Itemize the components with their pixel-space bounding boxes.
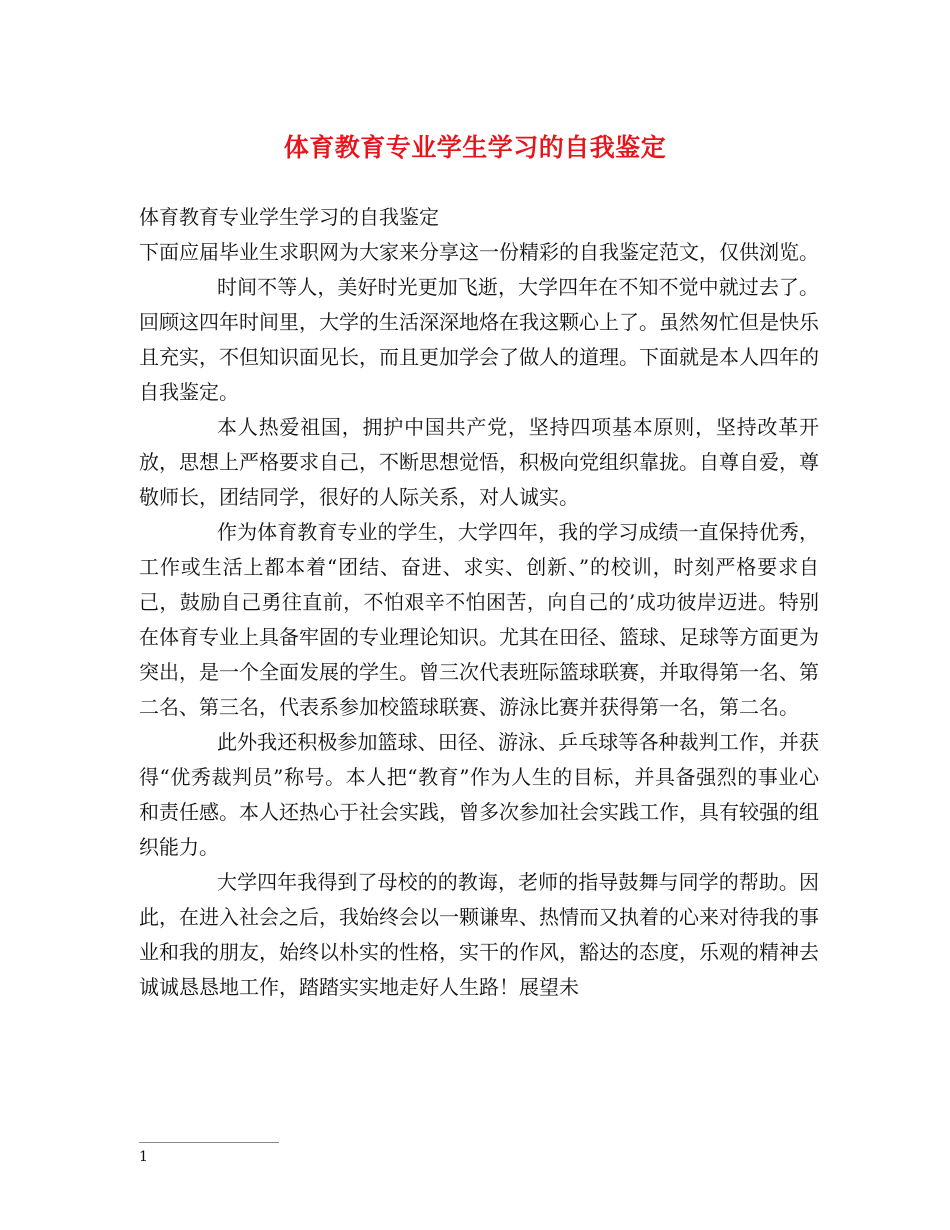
footer-divider [139, 1142, 279, 1143]
paragraph-2: 本人热爱祖国，拥护中国共产党，坚持四项基本原则，坚持改革开放，思想上严格要求自己，不断思想觉悟，积极向党组织靠拢。自尊自爱，尊敬师长，团结同学，很好的人际关系，对人诚实。 [139, 415, 819, 509]
paragraph-5: 大学四年我得到了母校的的教诲，老师的指导鼓舞与同学的帮助。因此，在进入社会之后，我始终会以一颗谦卑、热情而又执着的心来对待我的事业和我的朋友，始终以朴实的性格，实干的作风，豁达的态度，乐观的精神去诚诚恳恳地工作，踏踏实实地走好人生路！展望未 [139, 870, 819, 999]
document-subtitle: 体育教育专业学生学习的自我鉴定 [139, 205, 439, 229]
paragraph-3: 作为体育教育专业的学生，大学四年，我的学习成绩一直保持优秀，工作或生活上都本着“团结、奋进、求实、创新、”的校训，时刻严格要求自己，鼓励自己勇往直前，不怕艰辛不怕困苦，向自己的’成功彼岸迈进。特别在体育专业上具备牢固的专业理论知识。尤其在田径、篮球、足球等方面更为突出，是一个全面发展的学生。曾三次代表班际篮球联赛，并取得第一名、第二名、第三名，代表系参加校篮球联赛、游泳比赛并获得第一名，第二名。 [139, 520, 819, 719]
intro-paragraph: 下面应届毕业生求职网为大家来分享这一份精彩的自我鉴定范文，仅供浏览。 [139, 240, 819, 264]
paragraph-1: 时间不等人，美好时光更加飞逝，大学四年在不知不觉中就过去了。回顾这四年时间里，大学的生活深深地烙在我这颗心上了。虽然匆忙但是快乐且充实，不但知识面见长，而且更加学会了做人的道理。下面就是本人四年的自我鉴定。 [139, 275, 819, 404]
page-title: 体育教育专业学生学习的自我鉴定 [283, 133, 667, 162]
page-number: 1 [139, 1149, 148, 1165]
paragraph-4: 此外我还积极参加篮球、田径、游泳、乒乓球等各种裁判工作，并获得“优秀裁判员”称号。本人把“教育”作为人生的目标，并具备强烈的事业心和责任感。本人还热心于社会实践，曾多次参加社会实践工作，具有较强的组织能力。 [139, 730, 819, 859]
document-body [139, 200, 819, 1005]
